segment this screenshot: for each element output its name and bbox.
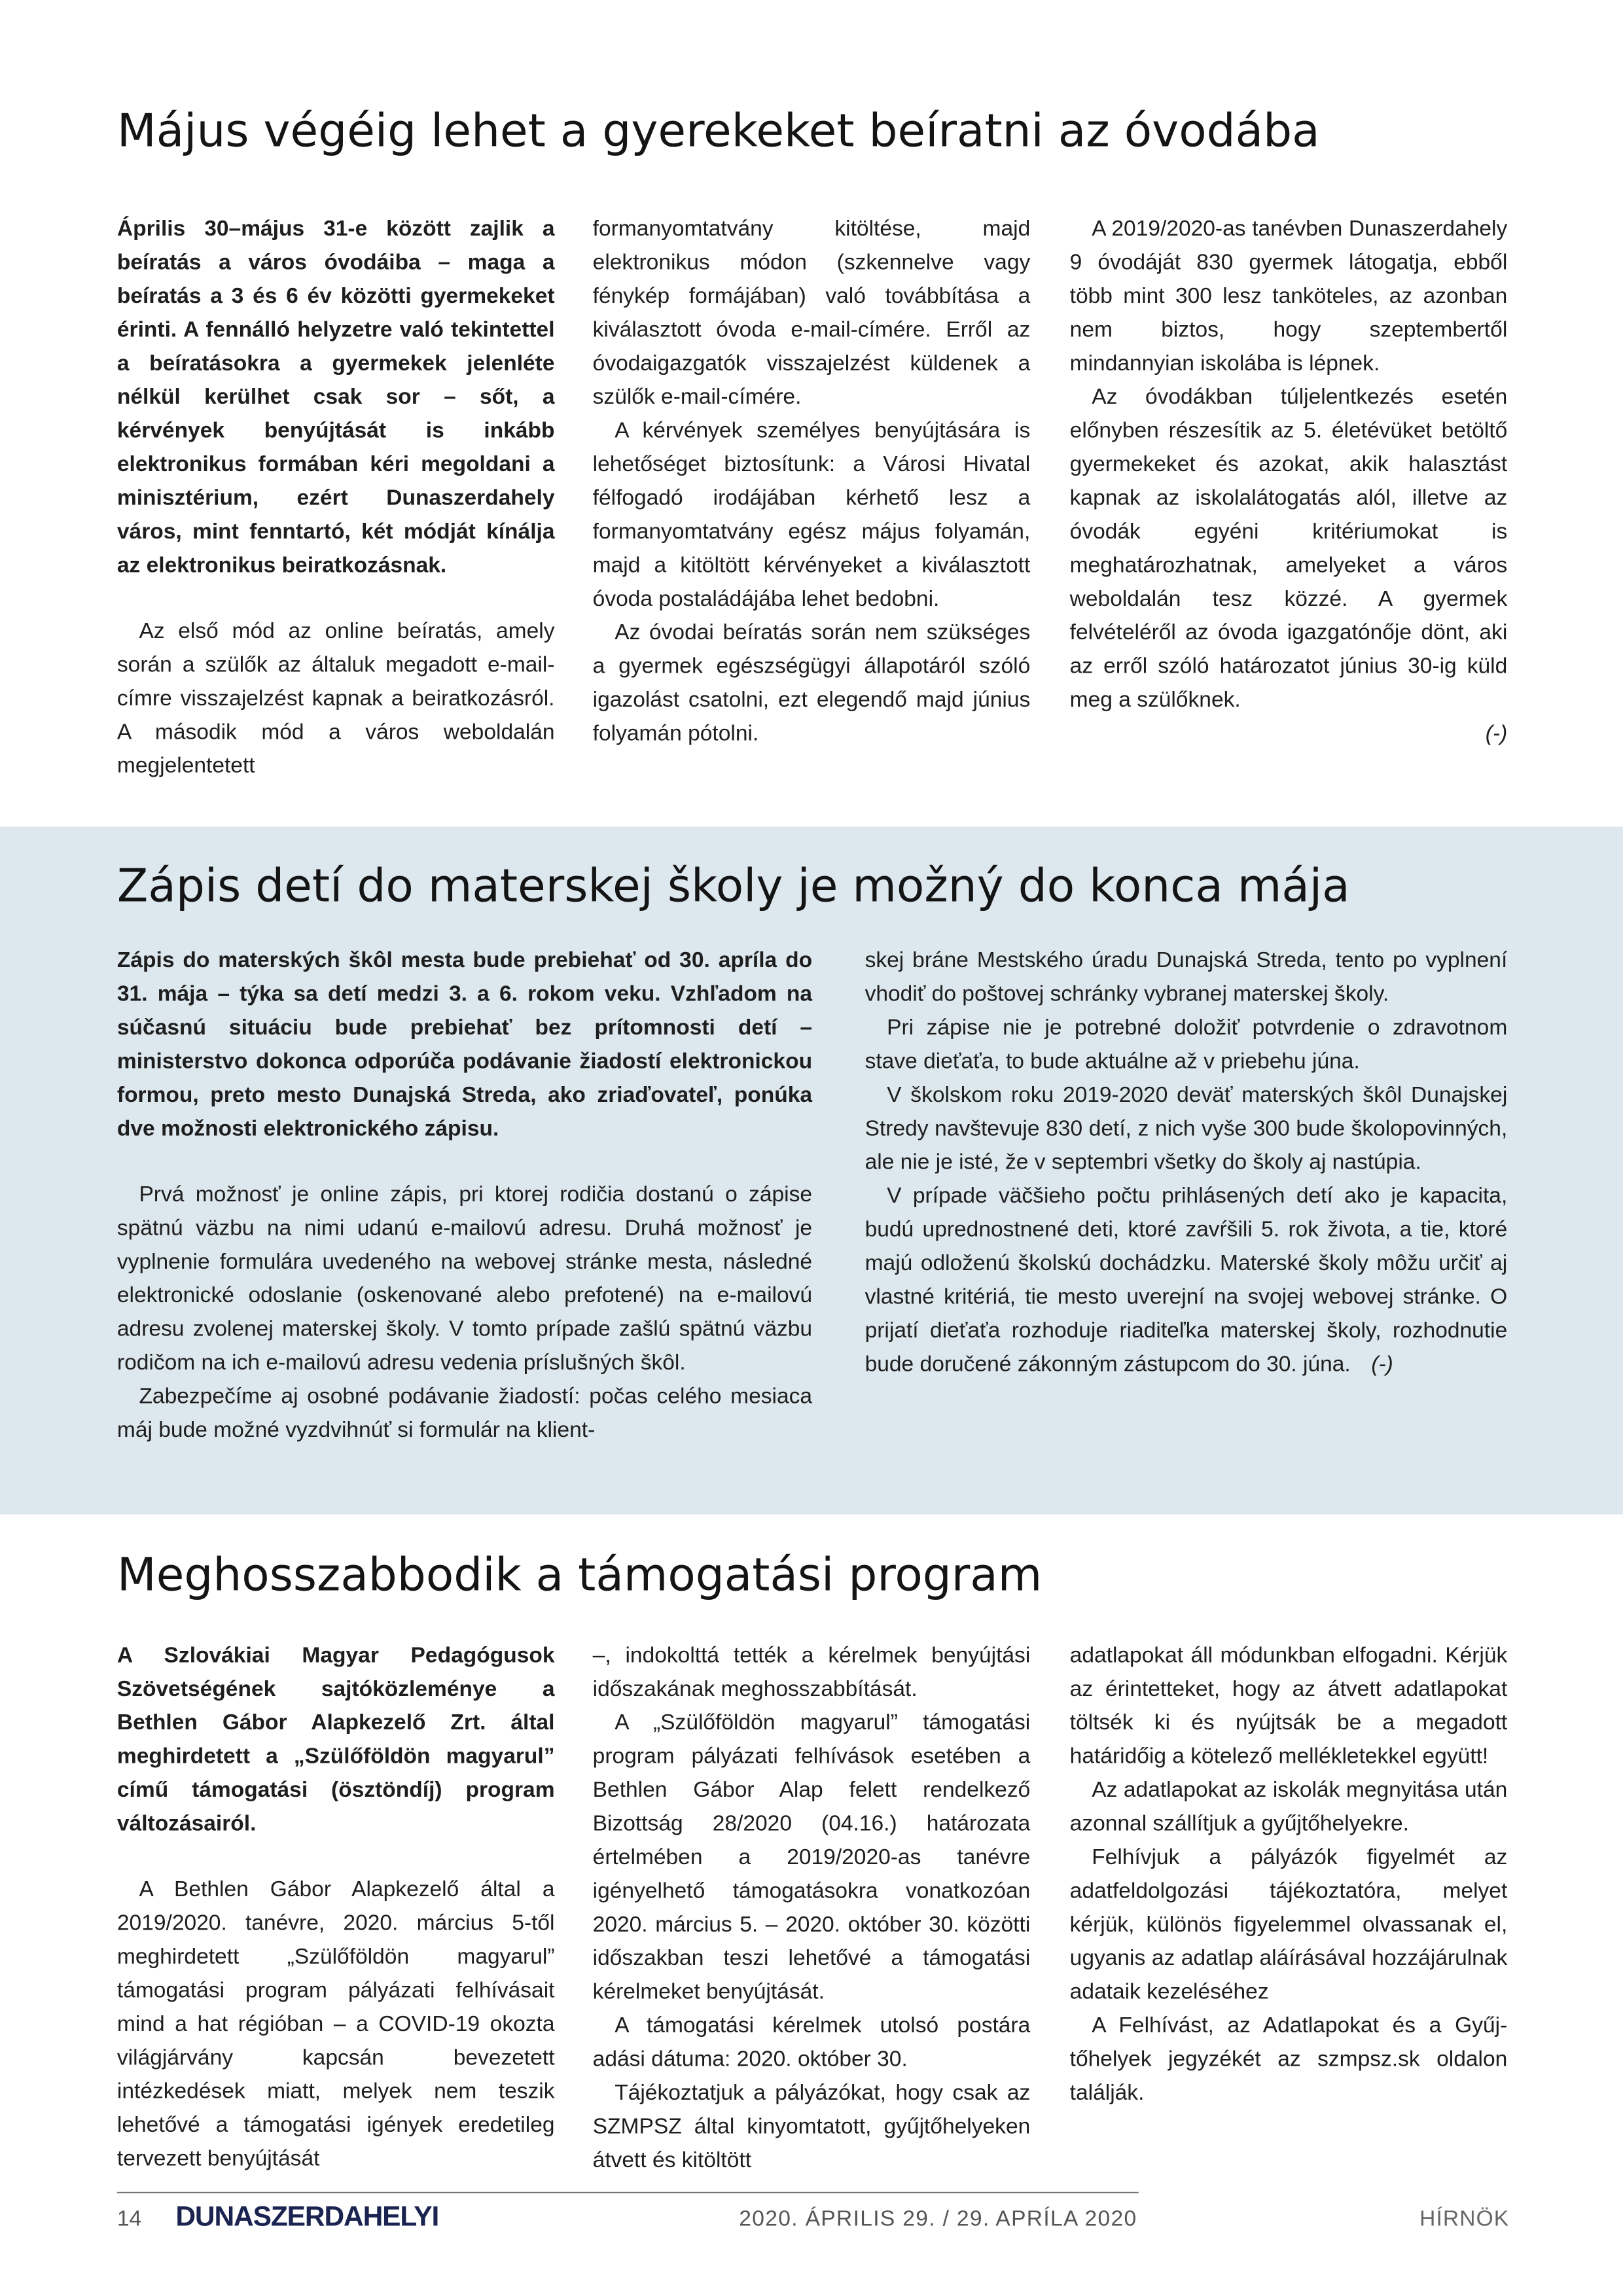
paragraph: adatlapokat áll módunkban elfogadni. Kérjük az érintetteket, hogy az átvett adatlapokat töltsék ki és nyújtsák be a megadott határidőig a kötelező mellékletekkel együtt! xyxy=(1069,1643,1508,1769)
paragraph: –, indokolttá tették a kérelmek benyújtási időszakának meghosszabbítását. xyxy=(592,1643,1031,1702)
paragraph: A 2019/2020-as tanévben Dunaszerdahely 9 óvodáját 830 gyermek látogatja, ebből több mint 300 lesz tanköteles, az azonban nem biztos, hogy szeptembertől mindannyian iskolába is lépnek. xyxy=(1069,216,1508,376)
article-title: Május végéig lehet a gyerekeket beíratni az óvodába xyxy=(116,105,1320,158)
signature: (-) xyxy=(1485,721,1508,747)
paragraph: Az óvodai beíratás során nem szükséges a gyermek egészségügyi állapotáról szóló igazolást csatolni, ezt elegendő majd június folyamán pótolni. xyxy=(592,620,1031,747)
paragraph: Felhívjuk a pályázók figyelmét az adatfeldolgozási tájékoztatóra, melyet kérjük, különös figyelemmel olvassanak el, ugyanis az adatlap aláírásával hozzájárulnak adataik kezeléséhez xyxy=(1069,1845,1508,2005)
paragraph: A „Szülőföldön magyarul” támogatási program pályázati felhívások esetében a Bethlen Gábor Alap felett rendelkező Bizottság 28/2020 (04.16.) határozata értelmében a 2019/2020-as tanévre igényelhető támogatásokra vonatkozóan 2020. március 5. – 2020. október 30. közötti időszakban teszi lehetővé a támogatási kérelmeket benyújtását. xyxy=(592,1710,1031,2005)
article-column-3 xyxy=(1070,1639,1508,2110)
article-column-2 xyxy=(593,212,1031,751)
paragraph: Az első mód az online beíratás, amely során a szülők az általuk megadott e-mail-címre visszajelzést kapnak a beiratkozásról. A második mód a város weboldalán megjelentetett xyxy=(116,618,555,779)
newspaper-logo: DUNASZERDAHELYI xyxy=(175,2202,439,2233)
paragraph: Tájékoztatjuk a pályázókat, hogy csak az SZMPSZ által kinyomtatott, gyűjtőhelyeken átvett és kitöltött xyxy=(592,2080,1031,2173)
paragraph: Prvá možnosť je online zápis, pri ktorej rodičia dostanú o zápise spätnú väzbu na nimi udanú e-mailovú adresu. Druhá možnosť je vyplnenie formulára uvedeného na webovej stránke mesta, následné elektronické odoslanie (oskenované alebo prefotené) na e-mailovú adresu zvolenej materskej školy. V tomto prípade zašlú spätnú väzbu rodičom na ich e-mailovú adresu vedenia príslušných škôl. xyxy=(116,1182,813,1376)
paragraph: A támogatási kérelmek utolsó postára adási dátuma: 2020. október 30. xyxy=(592,2013,1031,2072)
paragraph: Pri zápise nie je potrebné doložiť potvrdenie o zdravotnom stave dieťaťa, to bude aktuálne až v priebehu júna. xyxy=(865,1015,1508,1074)
article-lead: Április 30–május 31-e között zajlik a beíratás a város óvodáiba – maga a beíratás a 3 és 6 év közötti gyermekeket érinti. A fennálló helyzetre való tekintettel a beíratásokra a gyermekek jelenléte nélkül kerülhet csak sor – sőt, a kérvények benyújtását is inkább elektronikus formában kéri megoldani a minisztérium, ezért Dunaszerdahely város, mint fenntartó, két módját kínálja az elektronikus beiratkozásnak. xyxy=(116,216,555,578)
paragraph: Az adatlapokat az iskolák megnyitása után azonnal szállítjuk a gyűjtőhelyekre. xyxy=(1069,1777,1508,1837)
paragraph: V školskom roku 2019-2020 deväť materských škôl Dunajskej Stredy navštevuje 830 detí, z nich vyše 300 bude školopovinných, ale nie je isté, že v septembri všetky do školy aj nastúpia. xyxy=(865,1082,1508,1175)
article-column-2 xyxy=(593,1639,1031,2178)
signature: (-) xyxy=(1371,1352,1393,1377)
article-hu-grant xyxy=(0,1514,1623,2187)
paragraph: A Felhívást, az Adatlapokat és a Gyűjtőhelyek jegyzékét az szmpsz.sk oldalon találják. xyxy=(1069,2013,1508,2106)
article-lead: A Szlovákiai Magyar Pedagógusok Szövetségének sajtóközleménye a Bethlen Gábor Alapkezelő Zrt. által meghirdetett a „Szülőföldön magyarul” című támogatási (ösztöndíj) program változásairól. xyxy=(116,1643,555,1837)
newspaper-name: HÍRNÖK xyxy=(1419,2206,1510,2232)
issue-date: 2020. ÁPRILIS 29. / 29. APRÍLA 2020 xyxy=(739,2206,1137,2232)
article-sk-kindergarten xyxy=(0,826,1623,1514)
paragraph: Az óvodákban túljelentkezés esetén előnyben részesítik az 5. életévüket betöltő gyermekeket és azokat, akik halasztást kapnak az iskolalátogatás alól, illetve az óvodák egyéni kritériumokat is meghatározhatnak, amelyeket a város weboldalán tesz közzé. A gyermek felvételéről az óvoda igazgatónője dönt, aki az erről szóló határozatot június 30-ig küld meg a szülőknek. xyxy=(1069,385,1508,713)
article-column-1 xyxy=(117,212,555,783)
paragraph: skej bráne Mestského úradu Dunajská Streda, tento po vyplnení vhodiť do poštovej schránky vybranej materskej školy. xyxy=(865,948,1508,1007)
footer-rule xyxy=(117,2192,1139,2193)
article-title: Zápis detí do materskej školy je možný do konca mája xyxy=(116,860,1350,913)
article-hu-kindergarten xyxy=(0,0,1623,826)
page-footer xyxy=(0,2186,1623,2244)
article-title: Meghosszabbodik a támogatási program xyxy=(116,1549,1043,1602)
article-column-2 xyxy=(865,944,1508,1381)
article-lead: Zápis do materských škôl mesta bude prebiehať od 30. apríla do 31. mája – týka sa detí medzi 3. a 6. rokom veku. Vzhľadom na súčasnú situáciu bude prebiehať bez prítomnosti detí – ministerstvo dokonca odporúča podávanie žiadostí elektronickou formou, preto mesto Dunajská Streda, ako zriaďovateľ, ponúka dve možnosti elektronického zápisu. xyxy=(116,948,813,1142)
paragraph: A kérvények személyes benyújtására is lehetőséget biztosítunk: a Városi Hivatal félfogadó irodájában kérhető lesz a formanyomtatvány egész május folyamán, majd a kitöltött kérvényeket a kiválasztott óvoda postaládájába lehet bedobni. xyxy=(592,418,1031,612)
paragraph: V prípade väčšieho počtu prihlásených detí ako je kapacita, budú uprednostnené deti, ktoré zavŕšili 5. rok života, a tie, ktoré majú odloženú školskú dochádzku. Materské školy môžu určiť aj vlastné kritériá, tie mesto uverejní na svojej webovej stránke. O prijatí dieťaťa rozhoduje riaditeľka materskej školy, rozhodnutie bude doručené zákonným zástupcom do 30. júna. xyxy=(865,1184,1508,1377)
paragraph: A Bethlen Gábor Alapkezelő által a 2019/2020. tanévre, 2020. március 5-től meghirdetett „Szülőföldön magyarul” támogatási program pályázati felhívásait mind a hat régióban – a COVID-19 okozta világjárvány kapcsán bevezetett intézkedések miatt, melyek nem teszik lehetővé a támogatási igények eredetileg tervezett benyújtását xyxy=(116,1877,555,2172)
page-number: 14 xyxy=(116,2206,142,2232)
article-column-1 xyxy=(117,1639,555,2176)
paragraph: Zabezpečíme aj osobné podávanie žiadostí: počas celého mesiaca máj bude možné vyzdvihnúť si formulár na klient- xyxy=(116,1384,813,1443)
article-column-3 xyxy=(1070,212,1508,751)
paragraph: formanyomtatvány kitöltése, majd elektronikus módon (szkennelve vagy fénykép formájában) való továbbítása a kiválasztott óvoda e-mail-címére. Erről az óvodaigazgatók visszajelzést küldenek a szülők e-mail-címére. xyxy=(592,216,1031,410)
article-column-1 xyxy=(117,944,812,1447)
